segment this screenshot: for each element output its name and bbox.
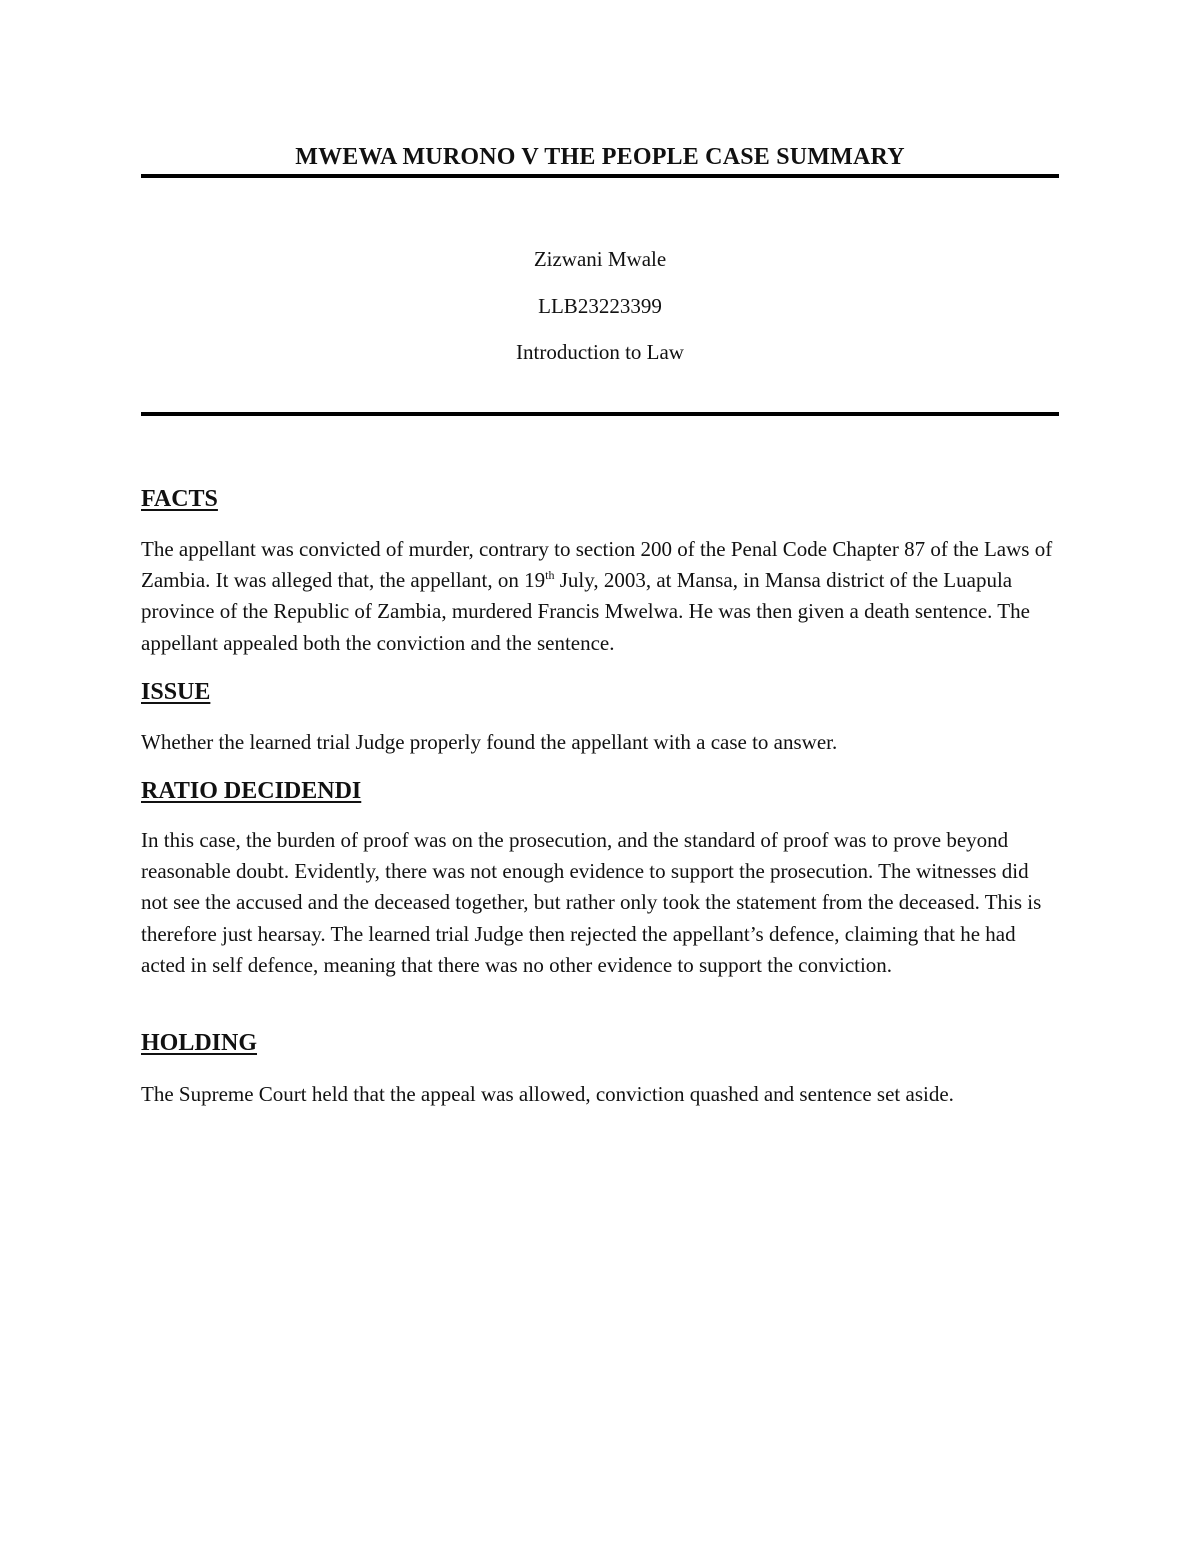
student-id: LLB23223399 (538, 294, 662, 318)
document-title: MWEWA MURONO V THE PEOPLE CASE SUMMARY (295, 144, 905, 170)
holding-heading: HOLDING (141, 1030, 258, 1056)
facts-text-part1: The appellant was convicted of murder, contrary to section 200 of the Penal Code Chapter 87 of the Laws of Zambia. It was alleged that, the appellant, on 19 (141, 537, 1053, 593)
course-name: Introduction to Law (516, 340, 684, 364)
facts-heading: FACTS (141, 486, 218, 512)
facts-paragraph (141, 534, 1059, 659)
facts-text-part2: July, 2003, at Mansa, in Mansa district of the Luapula province of the Republic of Zambia, murdered Francis Mwelwa. He was then given a death sentence. The appellant appealed both the conviction and the sentence. (141, 568, 1030, 655)
author-name: Zizwani Mwale (533, 247, 667, 271)
issue-paragraph: Whether the learned trial Judge properly found the appellant with a case to answer. (141, 730, 838, 754)
title-divider (141, 174, 1059, 178)
holding-paragraph: The Supreme Court held that the appeal was allowed, conviction quashed and sentence set aside. (141, 1082, 954, 1106)
header-divider (141, 412, 1059, 416)
issue-heading: ISSUE (141, 679, 211, 705)
ratio-decidendi-paragraph: In this case, the burden of proof was on the prosecution, and the standard of proof was to prove beyond reasonable doubt. Evidently, there was not enough evidence to support the prosecution. The witnesses did not see the accused and the deceased together, but rather only took the statement from the deceased. This is therefore just hearsay. The learned trial Judge then rejected the appellant’s defence, claiming that he had acted in self defence, meaning that there was no other evidence to support the conviction. (141, 828, 1042, 977)
facts-superscript: th (545, 568, 555, 583)
ratio-decidendi-heading: RATIO DECIDENDI (141, 778, 362, 804)
